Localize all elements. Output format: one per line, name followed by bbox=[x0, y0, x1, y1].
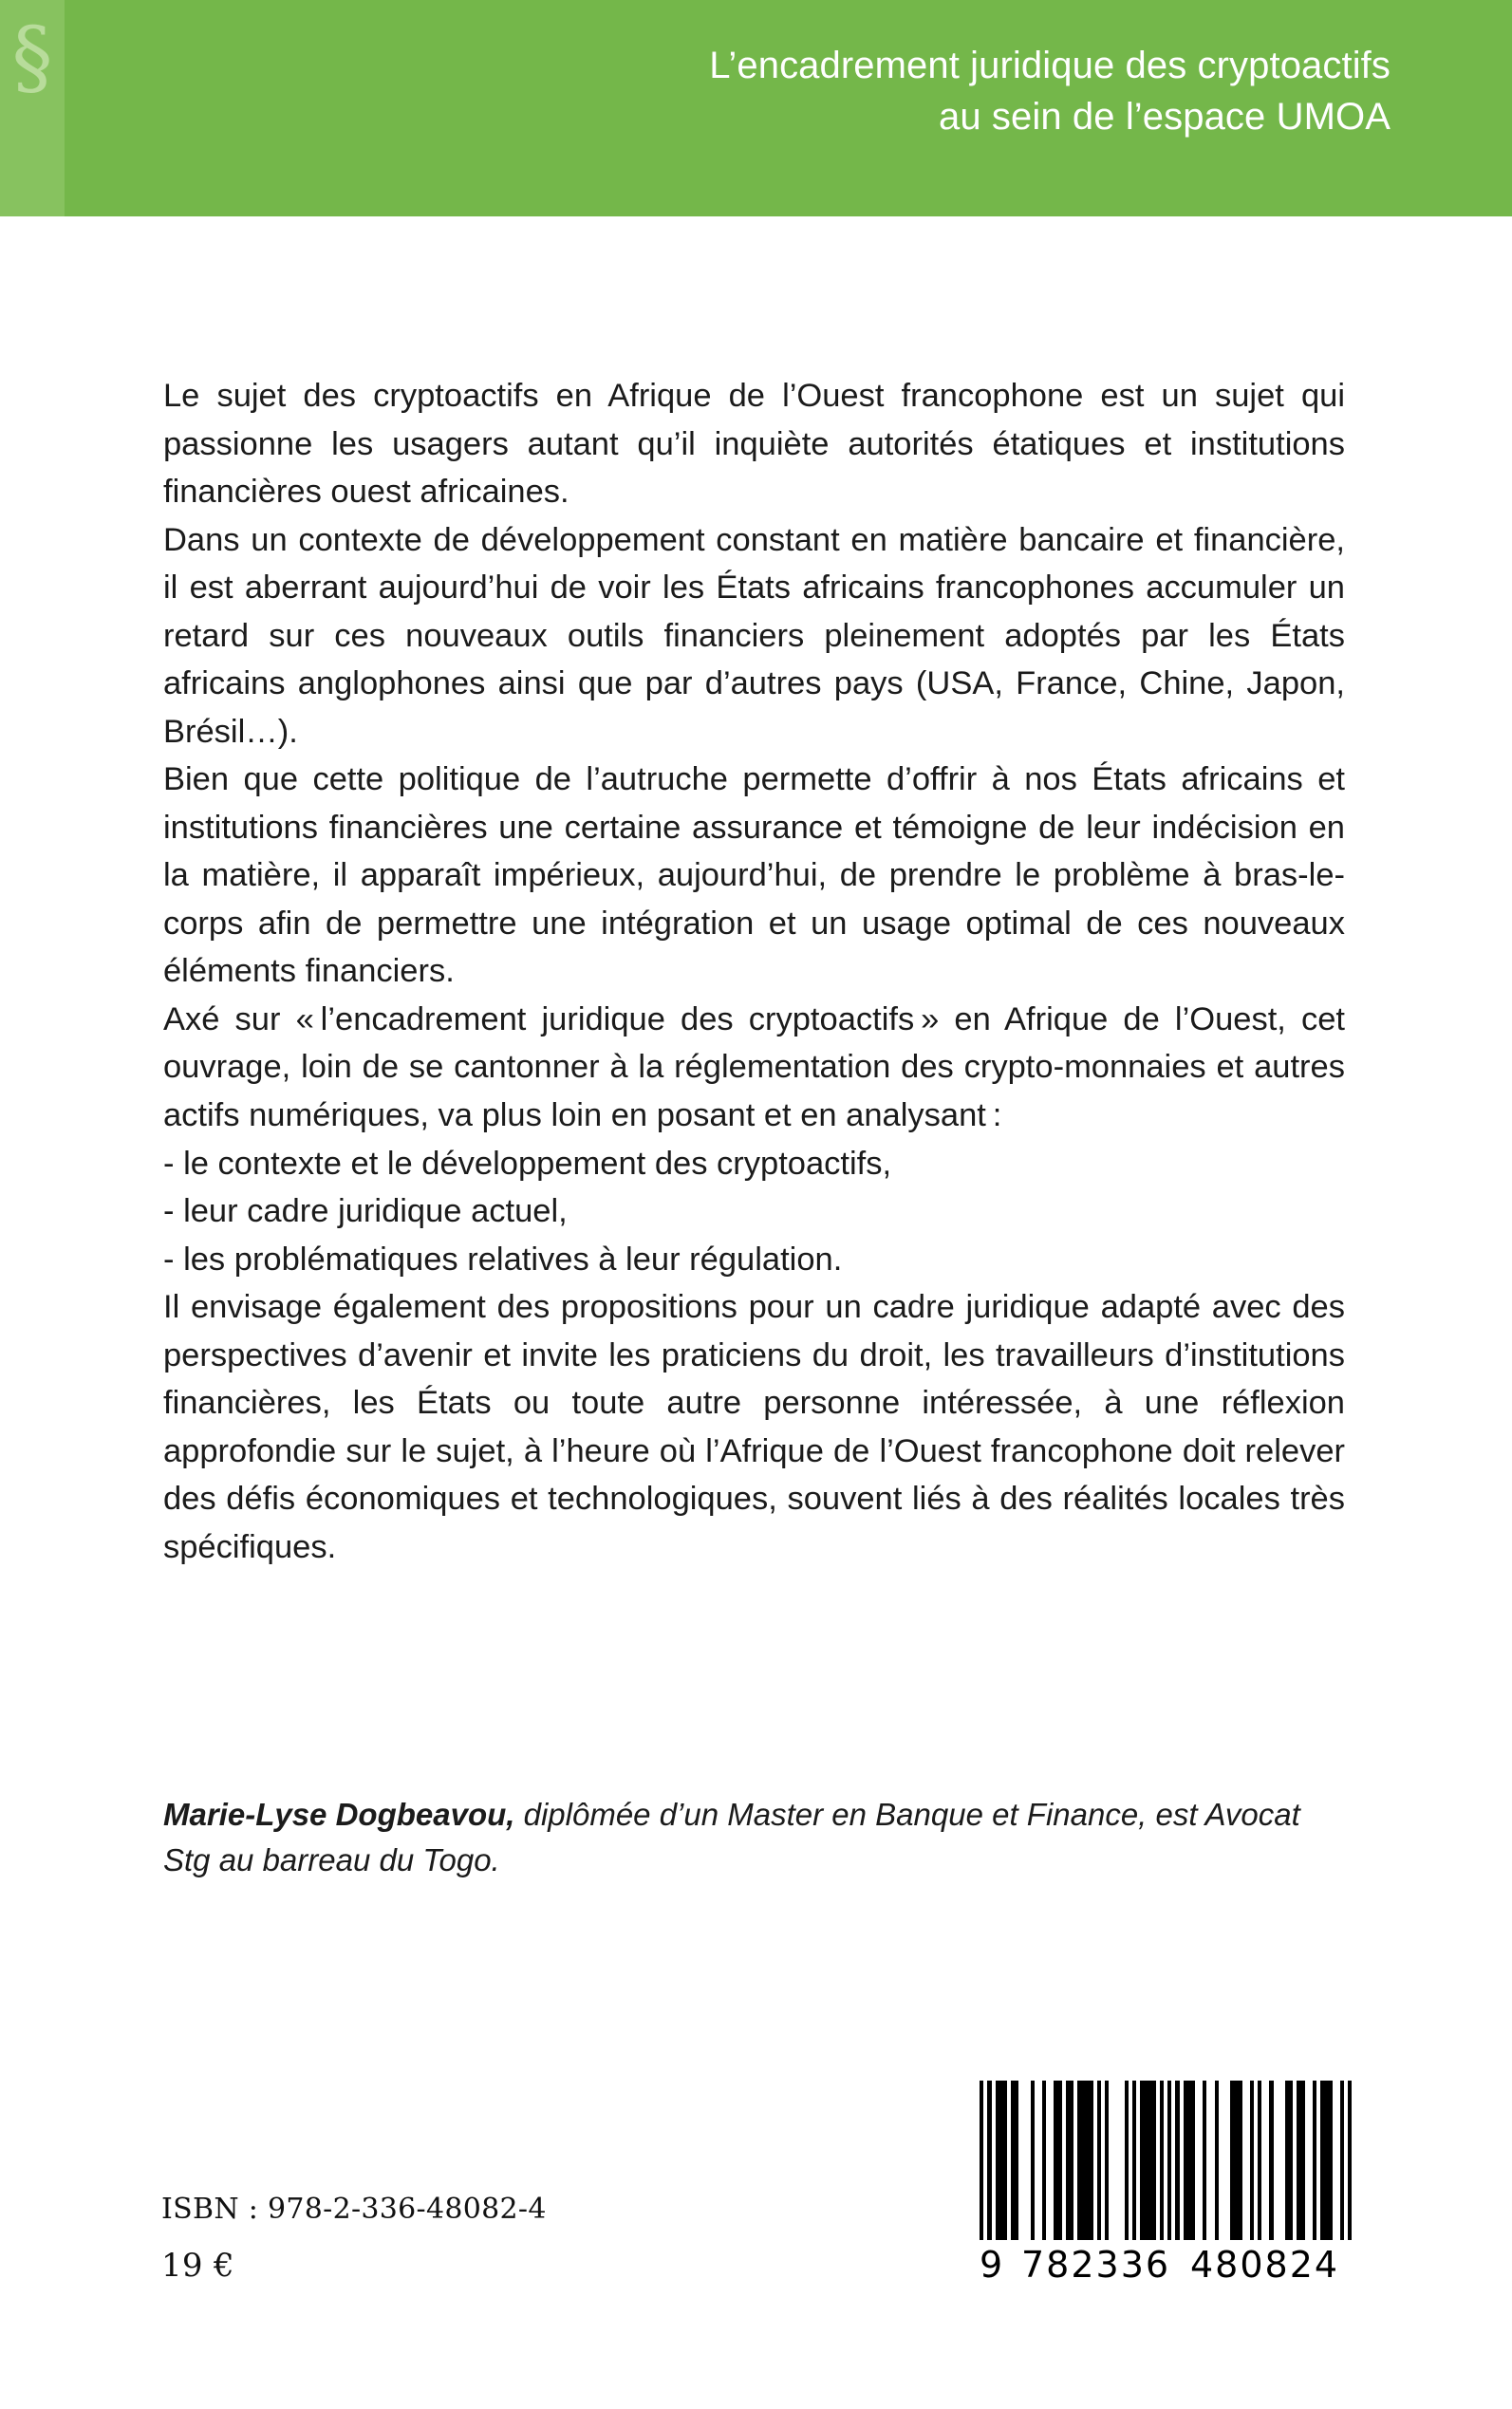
barcode-digits bbox=[980, 2244, 1352, 2288]
author-description: diplômée d’un Master en Banque et Finance, est Avocat Stg au barreau du Togo. bbox=[163, 1797, 1300, 1877]
barcode-group-2: 480824 bbox=[1190, 2244, 1340, 2286]
blurb-paragraph-2: Dans un contexte de développement constant en matière bancaire et financière, il est aberrant aujourd’hui de voir les États africains francophones accumuler un retard sur ces nouveaux outils financiers pleinement adoptés par les États africains anglophones ainsi que par d’autres pays (USA, France, Chine, Japon, Brésil…). bbox=[163, 521, 1345, 750]
author-bio bbox=[163, 1792, 1345, 1883]
isbn-price-block bbox=[161, 2193, 547, 2285]
ean13-barcode bbox=[980, 2081, 1352, 2299]
author-name: Marie-Lyse Dogbeavou, bbox=[163, 1797, 515, 1832]
barcode-group-1: 782336 bbox=[1021, 2244, 1171, 2286]
blurb-paragraph-3: Bien que cette politique de l’autruche permette d’offrir à nos États africains et institutions financières une certaine assurance et témoigne de leur indécision en la matière, il apparaît impérieux, aujourd’hui, de prendre le problème à bras-le-corps afin de permettre une intégration et un usage optimal de ces nouveaux éléments financiers. bbox=[163, 761, 1345, 990]
barcode-digit-prefix: 9 bbox=[980, 2244, 1005, 2286]
book-title-line-2: au sein de l’espace UMOA bbox=[939, 96, 1391, 138]
blurb-bullet-2: - leur cadre juridique actuel, bbox=[163, 1193, 568, 1230]
blurb-bullet-3: - les problématiques relatives à leur régulation. bbox=[163, 1241, 843, 1278]
blurb-paragraph-4: Axé sur « l’encadrement juridique des cryptoactifs » en Afrique de l’Ouest, cet ouvrage, loin de se cantonner à la réglementation des crypto-monnaies et autres actifs numériques, va plus loin en posant et en analysant : bbox=[163, 1000, 1345, 1133]
isbn-text: ISBN : 978-2-336-48082-4 bbox=[161, 2193, 547, 2226]
price-text: 19 € bbox=[161, 2247, 234, 2285]
book-title bbox=[114, 40, 1391, 142]
book-title-line-1: L’encadrement juridique des cryptoactifs bbox=[709, 45, 1391, 86]
blurb-bullet-1: - le contexte et le développement des cryptoactifs, bbox=[163, 1145, 892, 1182]
section-symbol-icon: § bbox=[11, 10, 53, 105]
barcode-bars bbox=[980, 2081, 1352, 2240]
blurb-paragraph-5: Il envisage également des propositions pour un cadre juridique adapté avec des perspectives d’avenir et invite les praticiens du droit, les travailleurs d’institutions financières, les États ou toute autre personne intéressée, à une réflexion approfondie sur le sujet, à l’heure où l’Afrique de l’Ouest francophone doit relever des défis économiques et technologiques, souvent liés à des réalités locales très spécifiques. bbox=[163, 1289, 1345, 1565]
cover-header-band bbox=[0, 0, 1512, 216]
back-cover-blurb bbox=[163, 372, 1345, 1571]
spine-strip bbox=[0, 0, 65, 216]
blurb-paragraph-1: Le sujet des cryptoactifs en Afrique de l’Ouest francophone est un sujet qui passionne les usagers autant qu’il inquiète autorités étatiques et institutions financières ouest africaines. bbox=[163, 378, 1345, 511]
